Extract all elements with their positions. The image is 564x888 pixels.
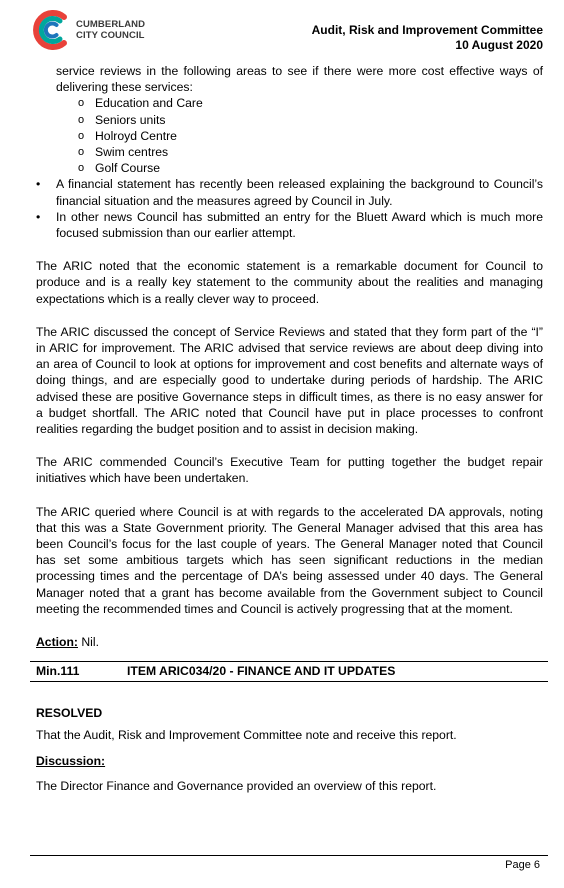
page-number: Page 6 [505,859,540,871]
bullet-continuation [36,63,543,176]
sub-list [56,95,543,176]
committee-name: Audit, Risk and Improvement Committee [311,23,543,37]
logo-line-1: CUMBERLAND [76,19,146,30]
sub-list-item: o Swim centres [56,144,543,160]
minute-top-rule [30,661,548,662]
paragraph: The ARIC discussed the concept of Service Reviews and stated that they form part of the “I” in ARIC for improvement. The ARIC advised that service reviews are about deep diving into an area of Council to look at options for improvement and cost benefits and alternate ways of doing things, and are especially good to undertake during periods of hardship. The ARIC advised these are positive Governance steps in difficult times, as there is no easy answer for a budget shortfall. The ARIC noted that Council have put in place processes to confront realities regarding the budget position and to assist in decision making. [36,324,543,437]
page-header [0,0,564,60]
minute-title: ITEM ARIC034/20 - FINANCE AND IT UPDATES [127,664,396,678]
sub-list-item: o Education and Care [56,95,543,111]
page-body [36,63,543,650]
minute-number: Min.111 [36,664,80,678]
bullet-item: • A financial statement has recently been released explaining the background to Council’s financial situation and the measures agreed by Council in July. [36,176,543,208]
footer-rule [30,855,548,856]
resolution-section [36,705,543,794]
resolved-text: That the Audit, Risk and Improvement Committee note and receive this report. [36,728,457,743]
discussion-text: The Director Finance and Governance provided an overview of this report. [36,778,437,793]
bullet-item: • In other news Council has submitted an entry for the Bluett Award which is much more focused submission than our earlier attempt. [36,209,543,241]
sub-list-item: o Seniors units [56,112,543,128]
meeting-date: 10 August 2020 [455,38,543,52]
sub-list-item: o Golf Course [56,160,543,176]
paragraph: The ARIC noted that the economic statement is a remarkable document for Council to produce and is a really key statement to the community about the realities and managing expectations which is a really clever way to proceed. [36,259,543,306]
action-value: Nil. [77,635,99,650]
cumberland-logo-icon [30,9,72,51]
intro-continuation-text: service reviews in the following areas to see if there were more cost effective ways of delivering these services: [56,64,543,95]
action-line [36,634,543,650]
header-title-block [312,23,543,53]
paragraph: The ARIC queried where Council is at with regards to the accelerated DA approvals, noting that this was a State Government priority. The General Manager advised that this area has been Council’s focus for the last couple of years. The General Manager noted that Council has set some ambitious targets which has seen significant reductions in the median processing times and the percentage of DA’s being assessed under 40 days. The General Manager noted that a grant has become available from the Government subject to Council meeting the recommended times and Council is actively progressing that at the moment. [36,504,543,616]
discussion-heading: Discussion: [36,754,106,769]
resolved-heading: RESOLVED [36,706,103,720]
sub-list-item: o Holroyd Centre [56,128,543,144]
action-label: Action: [36,635,78,650]
paragraph: The ARIC commended Council’s Executive Team for putting together the budget repair initiatives which have been undertaken. [36,455,543,486]
logo-line-2: CITY COUNCIL [76,30,145,41]
minute-heading [36,663,396,679]
bullet-list [36,63,543,241]
minute-bottom-rule [30,681,548,682]
logo-text [76,19,145,41]
